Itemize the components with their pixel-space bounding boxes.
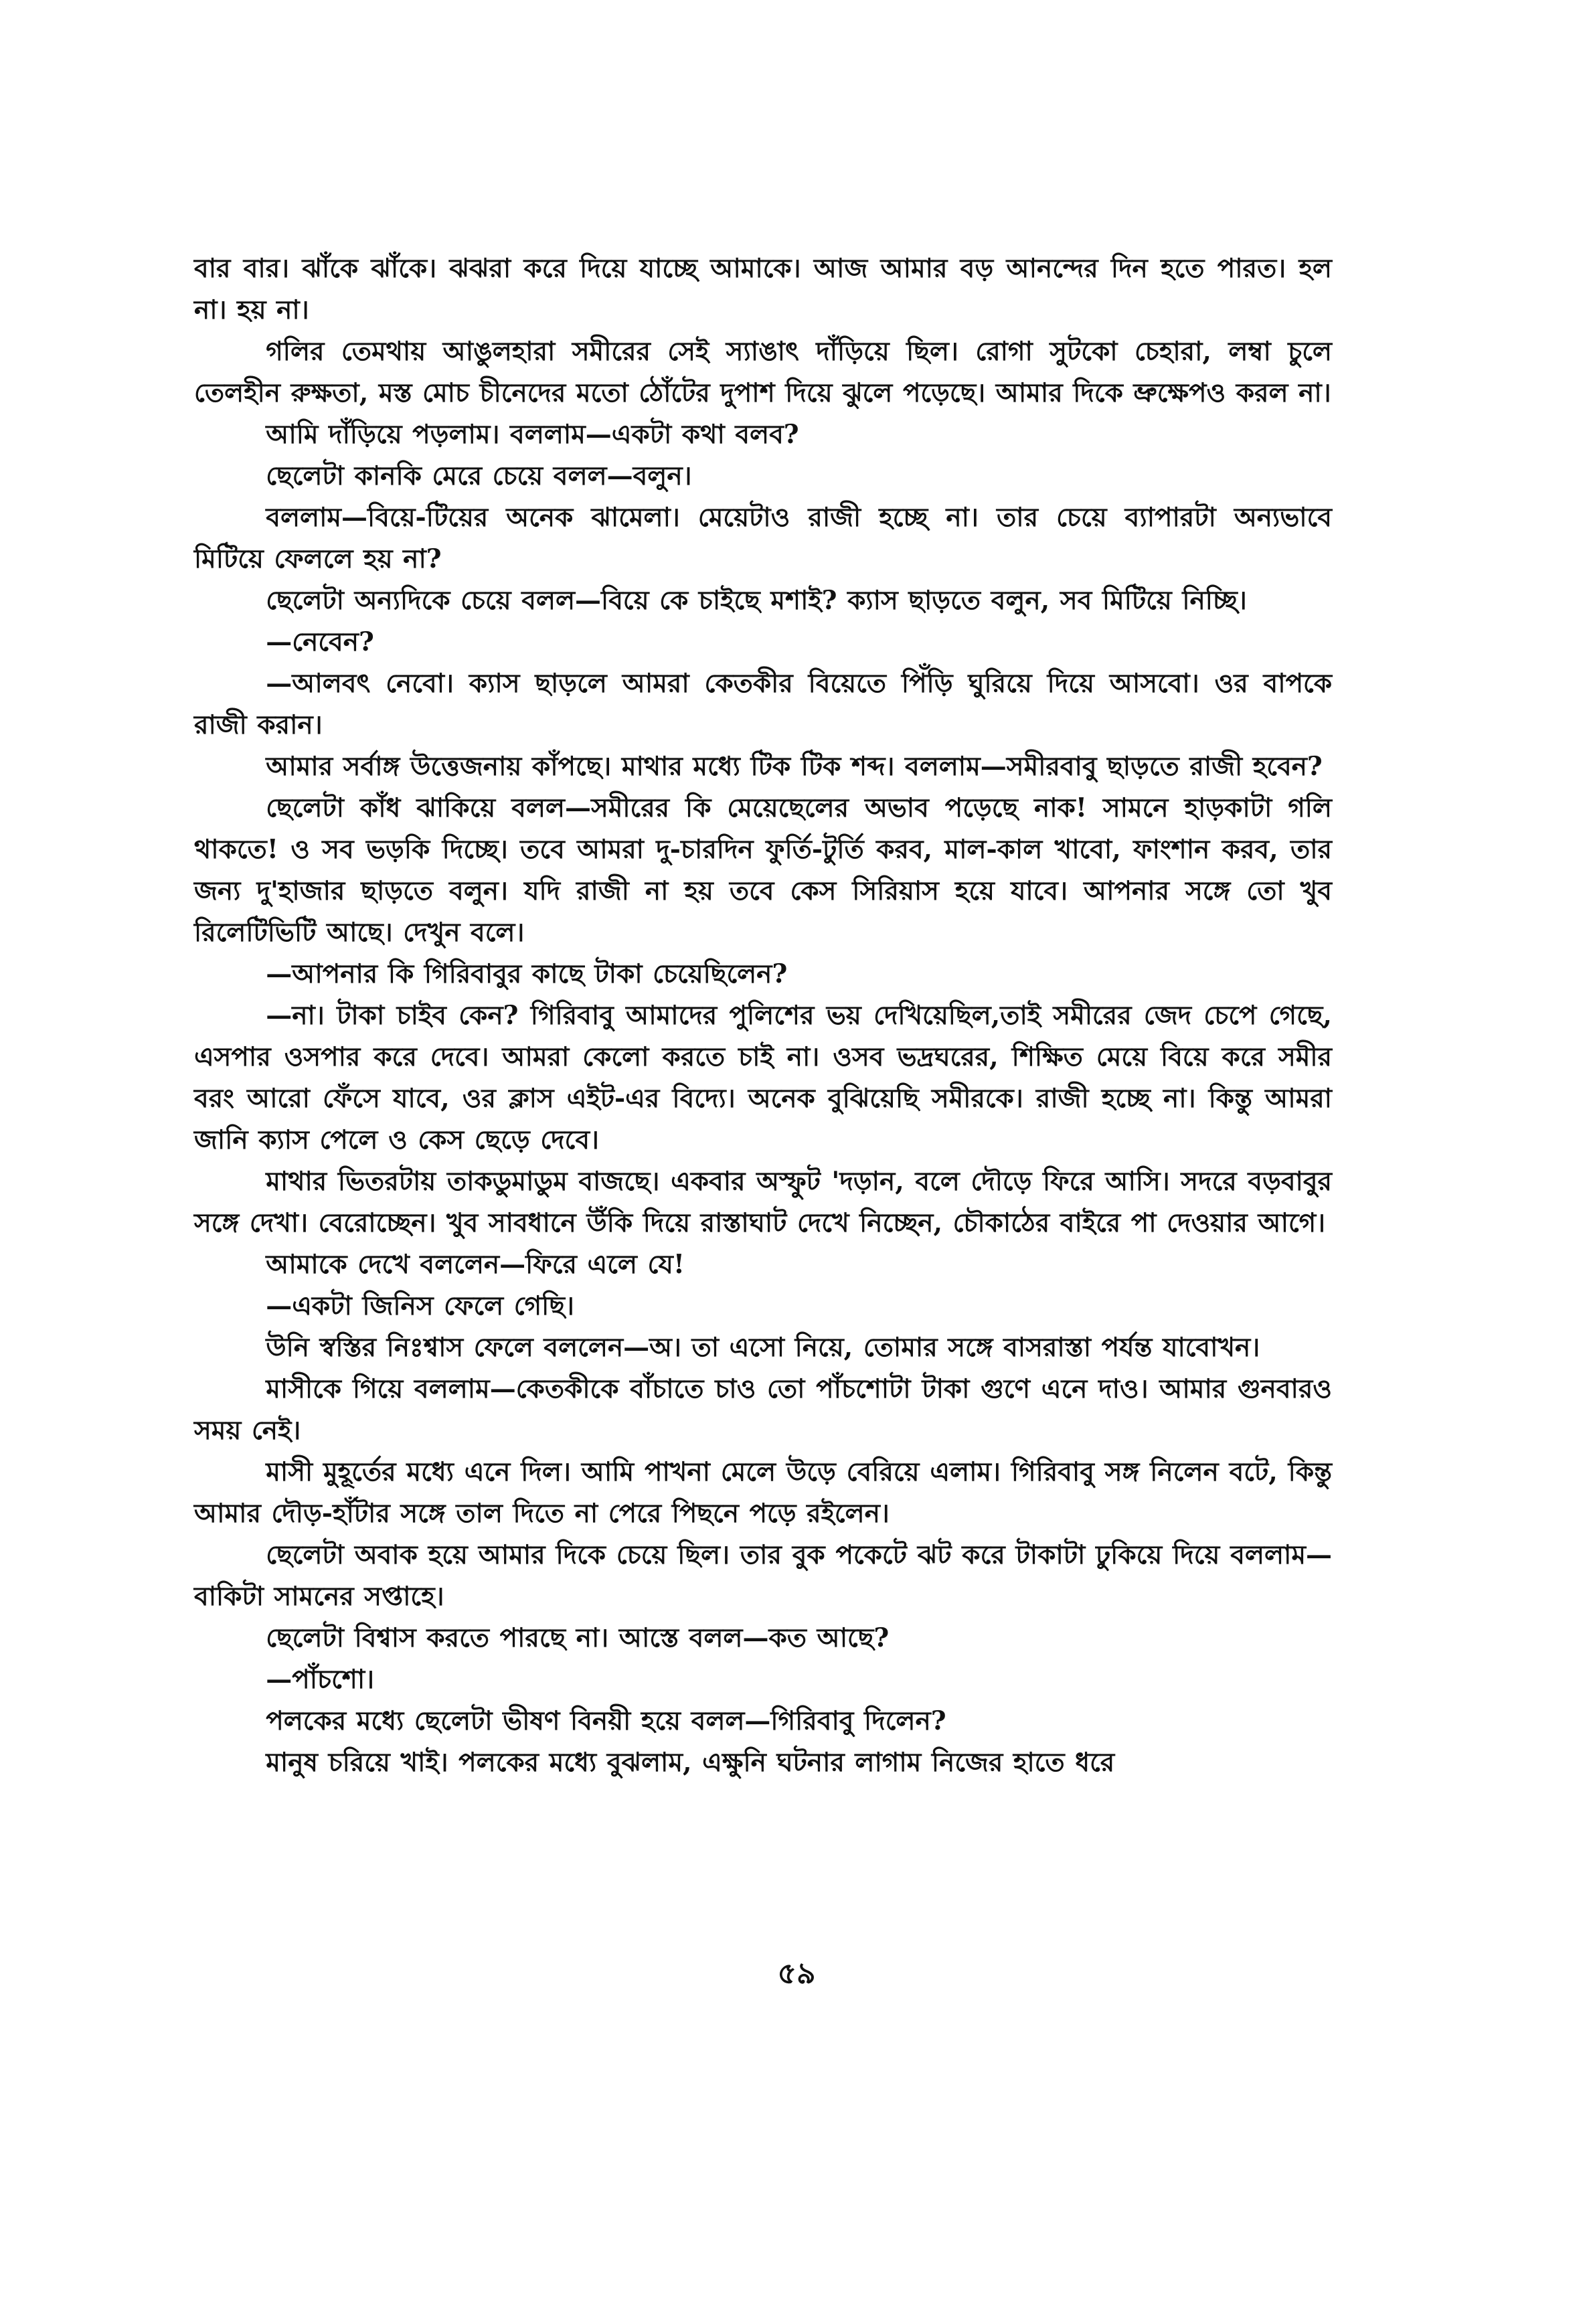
paragraph: আমার সর্বাঙ্গ উত্তেজনায় কাঁপছে। মাথার মধ্যে টিক টিক শব্দ। বললাম—সমীরবাবু ছাড়তে রাজী হবেন? bbox=[266, 751, 1323, 782]
paragraph: —পাঁচশো। bbox=[266, 1664, 375, 1695]
paragraph: —না। টাকা চাইব কেন? গিরিবাবু আমাদের পুলিশের ভয় দেখিয়েছিল,তাই সমীরের জেদ চেপে গেছে, এসপার ওসপার করে দেবে। আমরা কেলো করতে চাই না। ওসব ভদ্রঘরের, শিক্ষিত মেয়ে বিয়ে করে সমীর বরং আরো ফেঁসে যাবে, ওর ক্লাস এইট-এর বিদ্যে। অনেক বুঝিয়েছি সমীরকে। রাজী হচ্ছে না। কিন্তু আমরা জানি ক্যাস পেলে ও কেস ছেড়ে দেবে। bbox=[194, 1000, 1332, 1155]
body-text bbox=[194, 248, 1332, 1783]
paragraph: গলির তেমথায় আঙুলহারা সমীরের সেই স্যাঙাৎ দাঁড়িয়ে ছিল। রোগা সুটকো চেহারা, লম্বা চুলে তেলহীন রুক্ষতা, মস্ত মোচ চীনেদের মতো ঠোঁটের দুপাশ দিয়ে ঝুলে পড়েছে। আমার দিকে ভ্রুক্ষেপও করল না। bbox=[194, 336, 1332, 408]
paragraph: ছেলেটা বিশ্বাস করতে পারছে না। আস্তে বলল—কত আছে? bbox=[266, 1623, 890, 1653]
paragraph: —আপনার কি গিরিবাবুর কাছে টাকা চেয়েছিলেন? bbox=[266, 959, 788, 989]
paragraph: পলকের মধ্যে ছেলেটা ভীষণ বিনয়ী হয়ে বলল—গিরিবাবু দিলেন? bbox=[266, 1706, 946, 1736]
paragraph: ছেলেটা অবাক হয়ে আমার দিকে চেয়ে ছিল। তার বুক পকেটে ঝট করে টাকাটা ঢুকিয়ে দিয়ে বললাম—বাকিটা সামনের সপ্তাহে। bbox=[194, 1540, 1332, 1612]
paragraph: —একটা জিনিস ফেলে গেছি। bbox=[266, 1291, 574, 1321]
paragraph: বার বার। ঝাঁকে ঝাঁকে। ঝঝরা করে দিয়ে যাচ্ছে আমাকে। আজ আমার বড় আনন্দের দিন হতে পারত। হল না। হয় না। bbox=[194, 253, 1332, 325]
paragraph: আমাকে দেখে বললেন—ফিরে এলে যে! bbox=[266, 1249, 685, 1280]
paragraph: আমি দাঁড়িয়ে পড়লাম। বললাম—একটা কথা বলব? bbox=[266, 419, 799, 450]
paragraph: —আলবৎ নেবো। ক্যাস ছাড়লে আমরা কেতকীর বিয়েতে পিঁড়ি ঘুরিয়ে দিয়ে আসবো। ওর বাপকে রাজী করান। bbox=[194, 668, 1332, 740]
paragraph: মাসীকে গিয়ে বললাম—কেতকীকে বাঁচাতে চাও তো পাঁচশোটা টাকা গুণে এনে দাও। আমার গুনবারও সময় নেই। bbox=[194, 1374, 1332, 1446]
paragraph: উনি স্বস্তির নিঃশ্বাস ফেলে বললেন—অ। তা এসো নিয়ে, তোমার সঙ্গে বাসরাস্তা পর্যন্ত যাবোখন। bbox=[266, 1332, 1260, 1363]
paragraph: বললাম—বিয়ে-টিয়ের অনেক ঝামেলা। মেয়েটাও রাজী হচ্ছে না। তার চেয়ে ব্যাপারটা অন্যভাবে মিটিয়ে ফেললে হয় না? bbox=[194, 502, 1332, 574]
paragraph: ছেলেটা কাঁধ ঝাকিয়ে বলল—সমীরের কি মেয়েছেলের অভাব পড়েছে নাক! সামনে হাড়কাটা গলি থাকতে! ও সব ভড়কি দিচ্ছে। তবে আমরা দু-চারদিন ফুর্তি-টুর্তি করব, মাল-কাল খাবো, ফাংশান করব, তার জন্য দু'হাজার ছাড়তে বলুন। যদি রাজী না হয় তবে কেস সিরিয়াস হয়ে যাবে। আপনার সঙ্গে তো খুব রিলেটিভিটি আছে। দেখুন বলে। bbox=[194, 793, 1332, 948]
paragraph: মাথার ভিতরটায় তাকডুমাডুম বাজছে। একবার অস্ফুট 'দড়ান, বলে দৌড়ে ফিরে আসি। সদরে বড়বাবুর সঙ্গে দেখা। বেরোচ্ছেন। খুব সাবধানে উঁকি দিয়ে রাস্তাঘাট দেখে নিচ্ছেন, চৌকাঠের বাইরে পা দেওয়ার আগে। bbox=[194, 1166, 1332, 1238]
page-number: ৫৯ bbox=[777, 1957, 816, 1991]
paragraph: ছেলেটা কানকি মেরে চেয়ে বলল—বলুন। bbox=[266, 461, 692, 491]
paragraph: মাসী মুহূর্তের মধ্যে এনে দিল। আমি পাখনা মেলে উড়ে বেরিয়ে এলাম। গিরিবাবু সঙ্গ নিলেন বটে, কিন্তু আমার দৌড়-হাঁটার সঙ্গে তাল দিতে না পেরে পিছনে পড়ে রইলেন। bbox=[194, 1457, 1332, 1529]
paragraph: মানুষ চরিয়ে খাই। পলকের মধ্যে বুঝলাম, এক্ষুনি ঘটনার লাগাম নিজের হাতে ধরে bbox=[266, 1747, 1115, 1778]
paragraph: ছেলেটা অন্যদিকে চেয়ে বলল—বিয়ে কে চাইছে মশাই? ক্যাস ছাড়তে বলুন, সব মিটিয়ে নিচ্ছি। bbox=[266, 585, 1247, 616]
paragraph: —নেবেন? bbox=[266, 627, 374, 657]
